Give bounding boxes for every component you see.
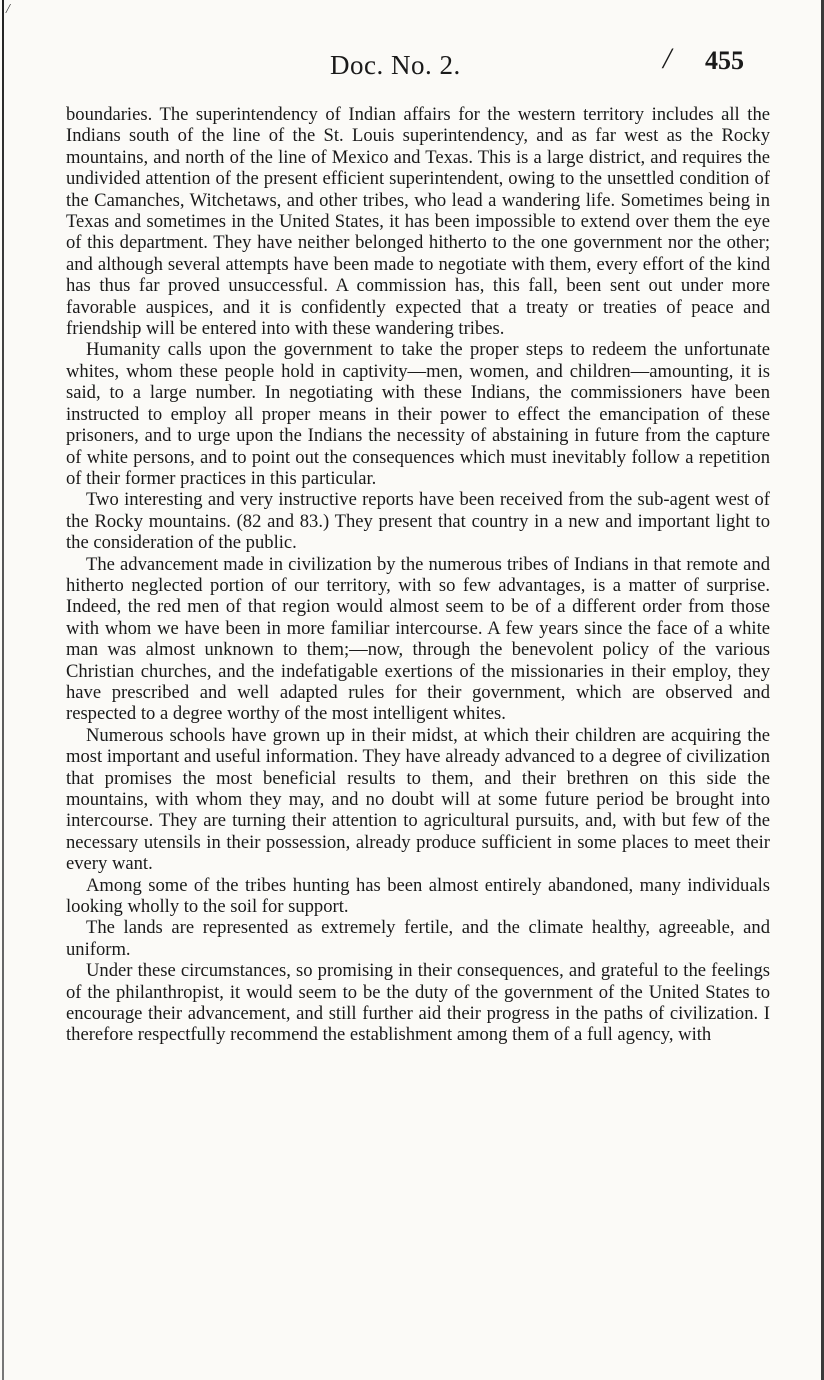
body-text <box>66 104 770 1046</box>
paragraph-hunting: Among some of the tribes hunting has been almost entirely abandoned, many individuals looking wholly to the soil for support. <box>66 874 770 918</box>
document-title: Doc. No. 2. <box>330 50 461 80</box>
paragraph-boundaries: boundaries. The superintendency of Indian affairs for the western territory includes all the Indians south of the line of the St. Louis superintendency, and as far west as the Rocky mountains, and north of the line of Mexico and Texas. This is a large district, and requires the undivided attention of the present efficient superintendent, owing to the unsettled condition of the Camanches, Witchetaws, and other tribes, who lead a wandering life. Sometimes being in Texas and sometimes in the United States, it has been impossible to extend over them the eye of this department. They have neither belonged hitherto to the one government nor the other; and although several attempts have been made to negotiate with them, every effort of the kind has thus far proved unsuccessful. A commission has, this fall, been sent out under more favorable auspices, and it is confidently expected that a treaty or treaties of peace and friendship will be entered into with these wandering tribes. <box>66 104 770 340</box>
page-number: 455 <box>705 46 744 75</box>
page-left-edge <box>2 0 4 1380</box>
paragraph-humanity: Humanity calls upon the government to take the proper steps to redeem the unfortunate whites, whom these people hold in captivity—men, women, and children—amounting, it is said, to a large number. In negotiating with these Indians, the commissioners have been instructed to employ all proper means in their power to effect the emancipation of these prisoners, and to urge upon the Indians the necessity of abstaining in future from the capture of white persons, and to point out the consequences which must inevitably follow a repetition of their former practices in this particular. <box>66 339 770 489</box>
corner-pencil-mark: / <box>6 2 10 17</box>
paragraph-advancement: The advancement made in civilization by the numerous tribes of Indians in that remote and hitherto neglected portion of our territory, with so few advantages, is a matter of surprise. Indeed, the red men of that region would almost seem to be of a different order from those with whom we have been in more familiar intercourse. A few years since the face of a white man was almost unknown to them;—now, through the benevolent policy of the various Christian churches, and the indefatigable exertions of the missionaries in their employ, they have prescribed and well adapted rules for their government, which are observed and respected to a degree worthy of the most intelligent whites. <box>66 553 770 725</box>
paragraph-circumstances: Under these circumstances, so promising in their consequences, and grateful to the feelings of the philanthropist, it would seem to be the duty of the government of the United States to encourage their advancement, and still further aid their progress in the paths of civilization. I therefore respectfully recommend the establishment among them of a full agency, with <box>66 960 770 1046</box>
paragraph-reports: Two interesting and very instructive reports have been received from the sub-agent west of the Rocky mountains. (82 and 83.) They present that country in a new and important light to the consideration of the public. <box>66 489 770 554</box>
paragraph-lands: The lands are represented as extremely fertile, and the climate healthy, agreeable, and uniform. <box>66 917 770 960</box>
paragraph-schools: Numerous schools have grown up in their midst, at which their children are acquiring the most important and useful information. They have already advanced to a degree of civilization that promises the most beneficial results to them, and their brethren on this side the mountains, with whom they may, and no doubt will at some future period be brought into intercourse. They are turning their attention to agricultural pursuits, and, with but few of the necessary utensils in their possession, already produce sufficient in some places to meet their every want. <box>66 724 770 875</box>
handwritten-tick-mark: / <box>663 42 672 75</box>
page-header <box>0 42 824 82</box>
